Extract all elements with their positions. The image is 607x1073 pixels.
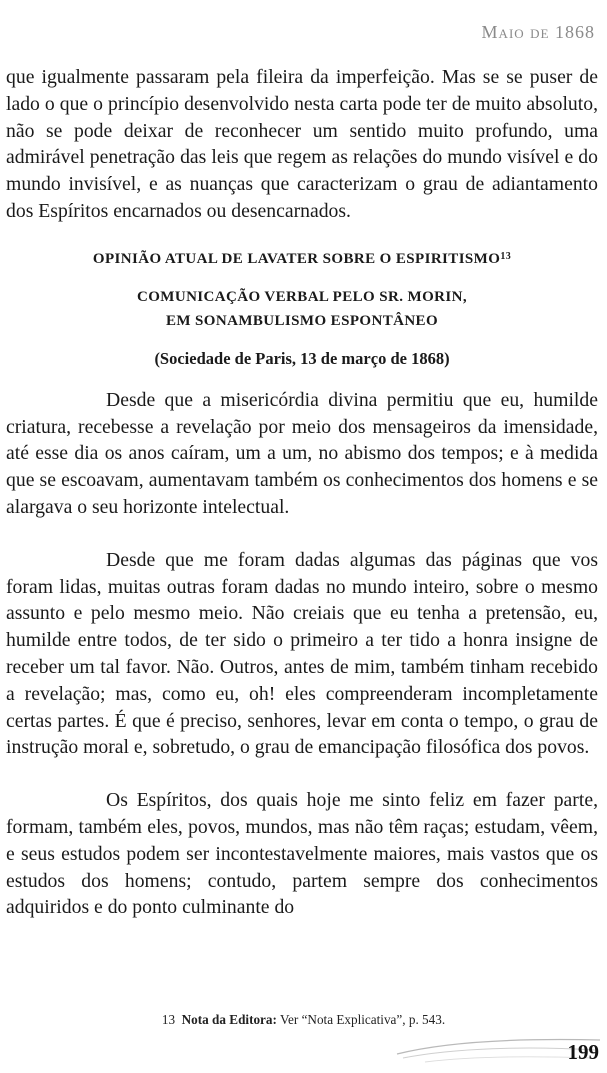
- subtitle-line-1: COMUNICAÇÃO VERBAL PELO SR. MORIN,: [136, 288, 467, 305]
- paragraph-spacer: [6, 521, 598, 547]
- subtitle-line-2: EM SONAMBULISMO ESPONTÂNEO: [165, 312, 439, 329]
- paragraph-1: Desde que a misericórdia divina permitiu que eu, humilde criatura, recebesse a revelação por meio dos mensageiros da imensidade, até esse dia os anos caíram, um a um, no abismo dos tempos; e à medida que se escoavam, aumentavam também os conhecimentos dos homens e se alargava o seu horizonte intelectual.: [6, 388, 598, 518]
- footnote-label: Nota da Editora:: [181, 1012, 277, 1027]
- footnote-text: Ver “Nota Explicativa”, p. 543.: [276, 1012, 446, 1027]
- section-title: [6, 247, 598, 273]
- section-title-text: OPINIÃO ATUAL DE LAVATER SOBRE O ESPIRITISMO: [92, 250, 501, 267]
- page-body: [6, 64, 598, 921]
- page-number: 199: [567, 1040, 599, 1064]
- footnote: [0, 1012, 607, 1028]
- footnote-reference[interactable]: 13: [500, 250, 512, 262]
- section-source: (Sociedade de Paris, 13 de março de 1868): [154, 348, 450, 368]
- paragraph-3: Os Espíritos, dos quais hoje me sinto feliz em fazer parte, formam, também eles, povos, mundos, mas não têm raças; estudam, vêem, e seus estudos podem ser incontestavelmente maiores, mais vastos que os estudos dos homens; contudo, partem sempre dos conhecimentos adquiridos e do ponto culminante do: [6, 789, 598, 919]
- running-header: Maio de 1868: [481, 22, 595, 42]
- paragraph-spacer: [6, 761, 598, 787]
- footnote-number: 13: [161, 1012, 176, 1027]
- section-subtitle: [6, 285, 598, 333]
- paragraph-continued: que igualmente passaram pela fileira da imperfeição. Mas se se puser de lado o que o princípio desenvolvido nesta carta pode ter de muito absoluto, não se pode deixar de reconhecer um sentido muito profundo, uma admirável penetração das leis que regem as relações do mundo visível e do mundo invisível, e as nuanças que caracterizam o grau de adiantamento dos Espíritos encarnados ou desencarnados.: [6, 66, 598, 222]
- paragraph-2: Desde que me foram dadas algumas das páginas que vos foram lidas, muitas outras foram dadas no mundo inteiro, sobre o mesmo assunto e pelo mesmo meio. Não creiais que eu tenha a pretensão, eu, humilde entre todos, de ter sido o primeiro a ter tido a honra insigne de receber um tal favor. Não. Outros, antes de mim, também tinham recebido a revelação; mas, como eu, oh! eles compreenderam incompletamente certas partes. É que é preciso, senhores, levar em conta o tempo, o grau de instrução moral e, sobretudo, o grau de emancipação filosófica dos povos.: [6, 548, 598, 759]
